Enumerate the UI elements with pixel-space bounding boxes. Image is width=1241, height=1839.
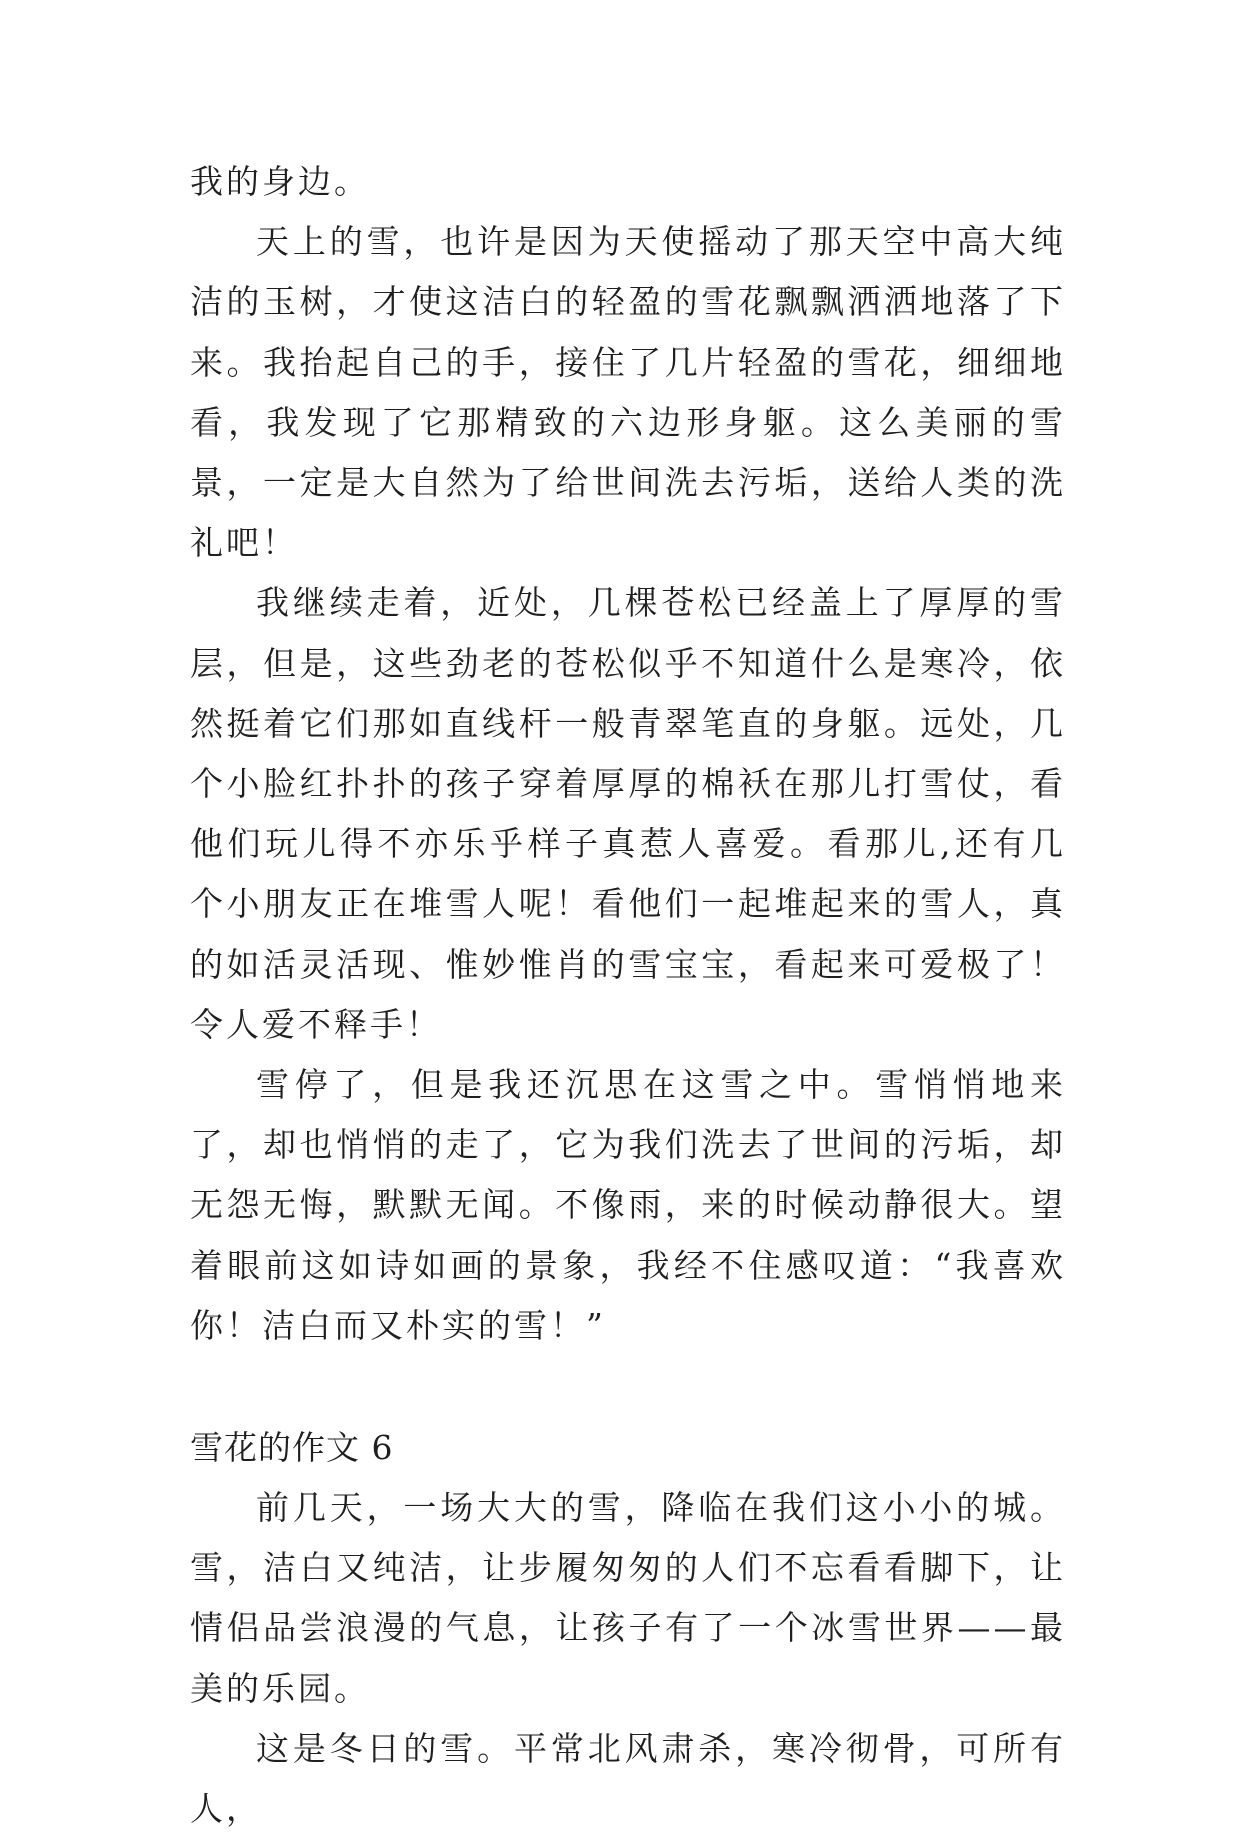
paragraph-6: 这是冬日的雪。平常北风肃杀，寒冷彻骨，可所有人， bbox=[190, 1728, 1066, 1829]
paragraph-1: 我的身边。 bbox=[190, 162, 370, 201]
paragraph-3: 我继续走着，近处，几棵苍松已经盖上了厚厚的雪层，但是，这些劲老的苍松似乎不知道什么是寒冷，依然挺着它们那如直线杆一般青翠笔直的身躯。远处，几个小脸红扑扑的孩子穿着厚厚的棉袄在那儿打雪仗，看他们玩儿得不亦乐乎样子真惹人喜爱。看那儿,还有几个小朋友正在堆雪人呢！看他们一起堆起来的雪人，真的如活灵活现、惟妙惟肖的雪宝宝，看起来可爱极了！令人爱不释手！ bbox=[190, 583, 1066, 1044]
paragraph-2: 天上的雪，也许是因为天使摇动了那天空中高大纯洁的玉树，才使这洁白的轻盈的雪花飘飘洒洒地落了下来。我抬起自己的手，接住了几片轻盈的雪花，细细地看，我发现了它那精致的六边形身躯。这么美丽的雪景，一定是大自然为了给世间洗去污垢，送给人类的洗礼吧！ bbox=[190, 222, 1066, 563]
paragraph-4: 雪停了，但是我还沉思在这雪之中。雪悄悄地来了，却也悄悄的走了，它为我们洗去了世间的污垢，却无怨无悔，默默无闻。不像雨，来的时候动静很大。望着眼前这如诗如画的景象，我经不住感叹道：“我喜欢你！洁白而又朴实的雪！” bbox=[190, 1065, 1066, 1345]
section-title: 雪花的作文 6 bbox=[190, 1428, 394, 1468]
document-page bbox=[190, 152, 1066, 1839]
section-gap bbox=[190, 1356, 1066, 1418]
paragraph-5: 前几天，一场大大的雪，降临在我们这小小的城。雪，洁白又纯洁，让步履匆匆的人们不忘看看脚下，让情侣品尝浪漫的气息，让孩子有了一个冰雪世界——最美的乐园。 bbox=[190, 1488, 1066, 1708]
